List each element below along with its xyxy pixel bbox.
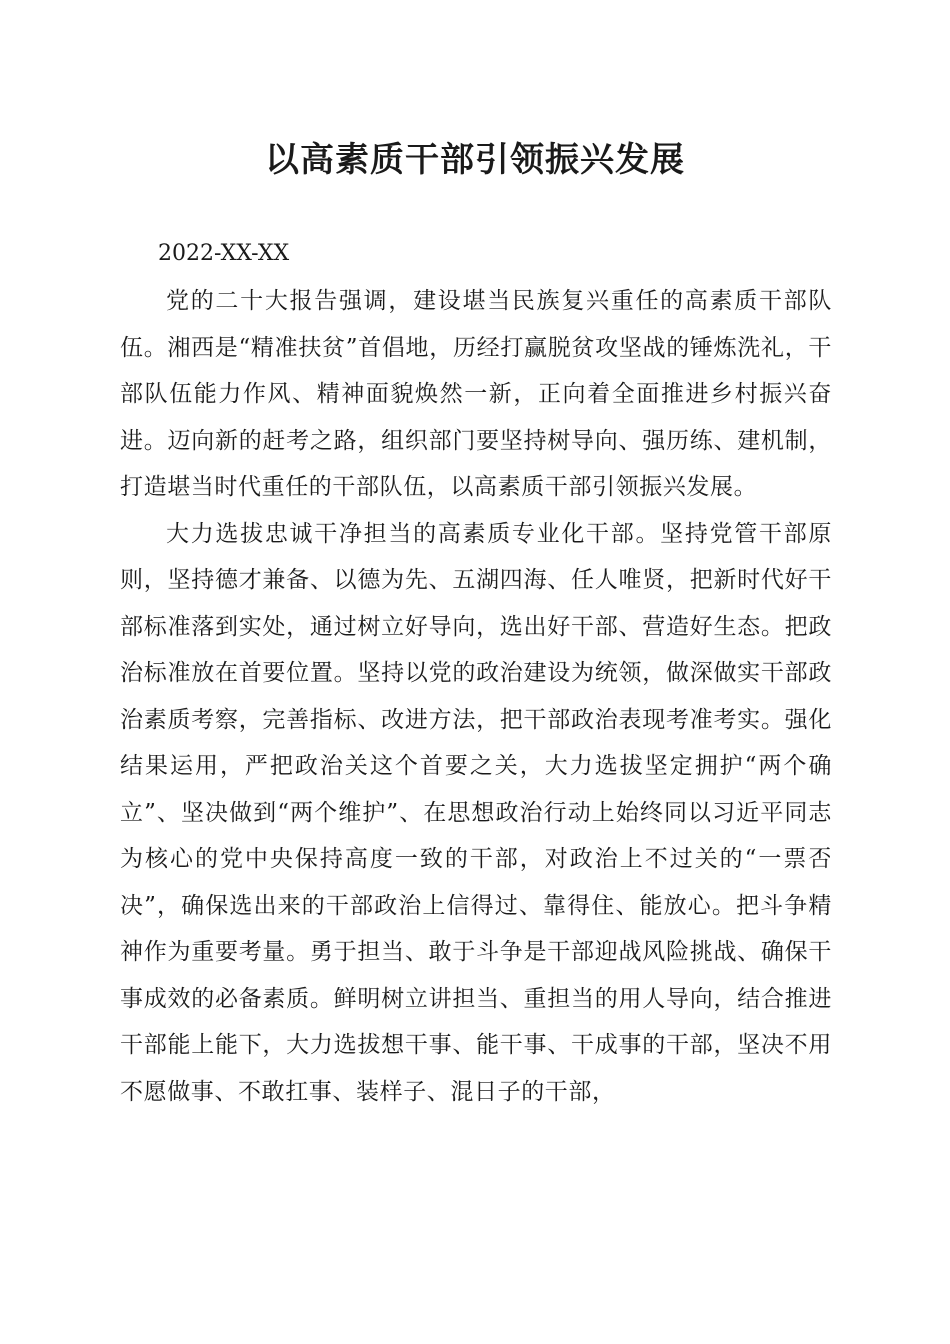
- paragraph-cadre-selection: 大力选拔忠诚干净担当的高素质专业化干部。坚持党管干部原则，坚持德才兼备、以德为先、五湖四海、任人唯贤，把新时代好干部标准落到实处，通过树立好导向，选出好干部、营造好生态。把政治标准放在首要位置。坚持以党的政治建设为统领，做深做实干部政治素质考察，完善指标、改进方法，把干部政治表现考准考实。强化结果运用，严把政治关这个首要之关，大力选拔坚定拥护“两个确立”、坚决做到“两个维护”、在思想政治行动上始终同以习近平同志为核心的党中央保持高度一致的干部，对政治上不过关的“一票否决”，确保选出来的干部政治上信得过、靠得住、能放心。把斗争精神作为重要考量。勇于担当、敢于斗争是干部迎战风险挑战、确保干事成效的必备素质。鲜明树立讲担当、重担当的用人导向，结合推进干部能上能下，大力选拔想干事、能干事、干成事的干部，坚决不用不愿做事、不敢扛事、装样子、混日子的干部，: [120, 520, 832, 1105]
- paragraph-intro: 党的二十大报告强调，建设堪当民族复兴重任的高素质干部队伍。湘西是“精准扶贫”首倡地，历经打赢脱贫攻坚战的锤炼洗礼，干部队伍能力作风、精神面貌焕然一新，正向着全面推进乡村振兴奋进。迈向新的赶考之路，组织部门要坚持树导向、强历练、建机制，打造堪当时代重任的干部队伍，以高素质干部引领振兴发展。: [120, 288, 832, 500]
- document-title: 以高素质干部引领振兴发展: [265, 140, 685, 180]
- document-date: 2022-XX-XX: [158, 241, 290, 266]
- document-body: [120, 230, 832, 1115]
